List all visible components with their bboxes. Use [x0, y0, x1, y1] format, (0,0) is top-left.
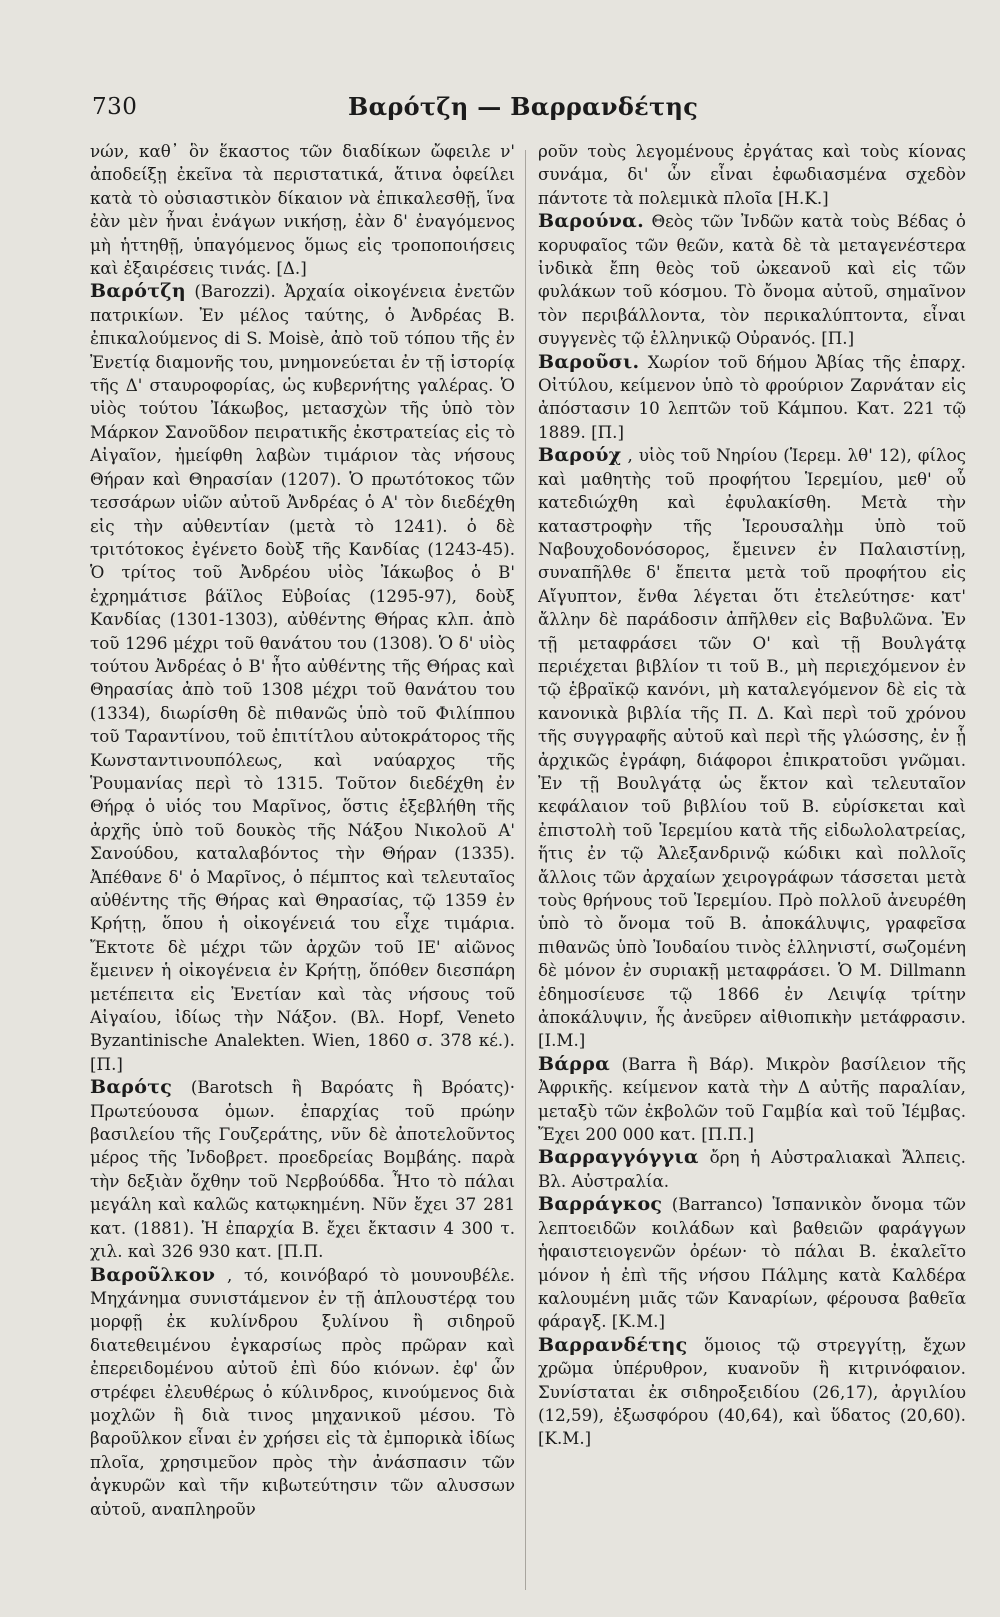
- headword: Βαρότς: [90, 1076, 173, 1099]
- headword: Βαρρανδέτης: [538, 1333, 688, 1356]
- entry-barouna: [538, 210, 966, 350]
- headword: Βαρότζη: [90, 280, 186, 303]
- headword: Βαροῦσι.: [538, 350, 640, 373]
- headword: Βαρράγκος: [538, 1193, 663, 1216]
- entry-text: (Barotsch ἢ Βαρόατς ἢ Βρόατς)· Πρωτεύουσα ὁμων. ἐπαρχίας τοῦ πρώην βασιλείου τῆς Γουζεράτης, νῦν δὲ ἀποτελοῦντος μέρος τῆς Ἰνδοβρετ. προεδρείας Βομβάης. παρὰ τὴν δεξιὰν ὄχθην τοῦ Νερβούδδα. Ἦτο τὸ πάλαι μεγάλη καὶ καλῶς κατῳκημένη. Νῦν ἔχει 37 281 κατ. (1881). Ἡ ἐπαρχία Β. ἔχει ἔκτασιν 4 300 τ. χιλ. καὶ 326 930 κατ. [Π.Π.: [90, 1077, 515, 1262]
- entry-text: (Barranco) Ἱσπανικὸν ὄνομα τῶν λεπτοειδῶν κοιλάδων καὶ βαθειῶν φαράγγων ἡφαιστειογενῶν ὀρέων· τὸ πάλαι Β. ἐκαλεῖτο μόνον ἡ ἐπὶ τῆς νήσου Πάλμης κατὰ Καλδέρα καλουμένη μιᾶς τῶν Καναρίων, φέρουσα βαθεῖα φάραγξ. [Κ.Μ.]: [538, 1194, 966, 1332]
- entry-text: ὅμοιος τῷ στρεγγίτῃ, ἔχων χρῶμα ὑπέρυθρον, κυανοῦν ἢ κιτρινόφαιον. Συνίσταται ἐκ σιδηροξειδίου (26,17), ἀργιλίου (12,59), ἐξωσφόρου (40,64), καὶ ὕδατος (20,60). [Κ.Μ.]: [538, 1334, 966, 1449]
- entry-baroulkon: [90, 1264, 515, 1521]
- headword: Βαρούνα.: [538, 210, 644, 233]
- right-column: [538, 140, 966, 1580]
- entry-text: , υἱὸς τοῦ Νηρίου (Ἱερεμ. λθ' 12), φίλος καὶ μαθητὴς τοῦ προφήτου Ἱερεμίου, μεθ' οὗ κατεδιώχθη καὶ ἐφυλακίσθη. Μετὰ τὴν καταστροφὴν τῆς Ἱερουσαλὴμ ὑπὸ τοῦ Ναβουχοδονόσορος, ἔμεινεν ἐν Παλαιστίνῃ, συναπῆλθε δ' ἔπειτα μετὰ τοῦ προφήτου εἰς Αἴγυπτον, ἔνθα λέγεται ὅτι ἐτελεύτησε· κατ' ἄλλην δὲ παράδοσιν ἀπῆλθεν εἰς Βαβυλῶνα. Ἐν τῇ μεταφράσει τῶν Ο' καὶ τῇ Βουλγάτᾳ περιέχεται βιβλίον τι τοῦ Β., μὴ περιεχόμενον ἐν τῷ ἑβραϊκῷ κανόνι, μὴ καταλεγόμενον δὲ εἰς τὰ κανονικὰ βιβλία τῆς Π. Δ. Καὶ περὶ τοῦ χρόνου τῆς συγγραφῆς αὐτοῦ καὶ περὶ τῆς γλώσσης, ἐν ᾗ ἀρχικῶς ἐγράφη, διάφοροι ἐπικρατοῦσι γνῶμαι. Ἐν τῇ Βουλγάτᾳ ὡς ἔκτον καὶ τελευταῖον κεφάλαιον τοῦ βιβλίου τοῦ Β. εὑρίσκεται καὶ ἐπιστολὴ τοῦ Ἱερεμίου κατὰ τῆς εἰδωλολατρείας, ἥτις ἐν τῷ Ἀλεξανδρινῷ κώδικι καὶ πολλοῖς ἄλλοις τῶν ἀρχαίων χειρογράφων τάσσεται μετὰ τοὺς θρήνους τοῦ Ἱερεμίου. Πρὸ πολλοῦ ἀνευρέθη ὑπὸ τὸ ὄνομα τοῦ Β. ἀποκάλυψις, γραφεῖσα πιθανῶς ὑπὸ Ἰουδαίου τινὸς ἑλληνιστί, σωζομένη δὲ μόνον ἐν συριακῇ μεταφράσει. Ὁ Μ. Dillmann ἐδημοσίευσε τῷ 1866 ἐν Λειψίᾳ τρίτην ἀποκάλυψιν, ἧς ἀνεῦρεν αἰθιοπικὴν μετάφρασιν. [Ι.Μ.]: [538, 445, 966, 1051]
- entry-barrangongia: [538, 1146, 966, 1193]
- entry-barouch: [538, 444, 966, 1053]
- headword: Βαρούχ: [538, 444, 622, 467]
- entry-text: , τό, κοινόβαρό τὸ μουνουβέλε. Μηχάνημα συνιστάμενον ἐν τῇ ἁπλουστέρᾳ του μορφῇ ἐκ κυλίνδρου ξυλίνου ἢ σιδηροῦ διατεθειμένου ἐγκαρσίως πρὸς πρῶραν καὶ ἐπερειδομένου αὐτοῦ ἐπὶ δύο κιόνων. ἐφ' ὧν στρέφει ἐλευθέρως ὁ κύλινδρος, κινούμενος διὰ μοχλῶν ἢ διὰ τινος μηχανικοῦ μέσου. Τὸ βαροῦλκον εἶναι ἐν χρήσει εἰς τὰ ἐμπορικὰ ἰδίως πλοῖα, χρησιμεῦον πρὸς τὴν ἀνάσπασιν τῶν ἀγκυρῶν καὶ τῆν κιβωτεύτησιν τῶν αλυσσων αὐτοῦ, αναπληροῦν: [90, 1264, 515, 1519]
- entry-text: Χωρίον τοῦ δήμου Ἀβίας τῆς ἐπαρχ. Οἰτύλου, κείμενον ὑπὸ τὸ φρούριον Ζαρνάταν εἰς ἀπόστασιν 10 λεπτῶν τοῦ Κάμπου. Κατ. 221 τῷ 1889. [Π.]: [538, 351, 966, 442]
- page-number: 730: [92, 94, 138, 120]
- entry-text: (Barozzi). Ἀρχαία οἰκογένεια ἐνετῶν πατρικίων. Ἐν μέλος ταύτης, ὁ Ἀνδρέας Β. ἐπικαλούμενος di S. Moisè, ἀπὸ τοῦ τόπου τῆς ἐν Ἐνετίᾳ διαμονῆς του, μνημονεύεται ἐν τῇ ἱστορίᾳ τῆς Δ' σταυροφορίας, ὡς κυβερνήτης γαλέρας. Ὁ υἱὸς τούτου Ἰάκωβος, μετασχὼν τῆς ὑπὸ τὸν Μάρκον Σανοῦδον πειρατικῆς ἐκστρατείας εἰς τὸ Αἰγαῖον, ἠμείφθη λαβὼν τιμάριον τὰς νήσους Θήραν καὶ Θηρασίαν (1207). Ὁ πρωτότοκος τῶν τεσσάρων υἱῶν αὐτοῦ Ἀνδρέας ὁ Α' τὸν διεδέχθη εἰς τὴν αὐθεντίαν (μετὰ τὸ 1241). ὁ δὲ τριτότοκος ἐγένετο δοὺξ τῆς Κανδίας (1243-45). Ὁ τρίτος τοῦ Ἀνδρέου υἱὸς Ἰάκωβος ὁ Β' ἐχρημάτισε βάϊλος Εὐβοίας (1295-97), δοὺξ Κανδίας (1301-1303), αὐθέντης Θήρας κλπ. ἀπὸ τοῦ 1296 μέχρι τοῦ θανάτου του (1308). Ὁ δ' υἱὸς τούτου Ἀνδρέας ὁ Β' ἦτο αὐθέντης τῆς Θήρας καὶ Θηρασίας ἀπὸ τοῦ 1308 μέχρι τοῦ θανάτου του (1334), διωρίσθη δὲ πιθανῶς ὑπὸ τοῦ Φιλίππου τοῦ Ταραντίνου, τοῦ ἐπιτίτλου αὐτοκράτορος τῆς Κωνσταντινουπόλεως, καὶ ναύαρχος τῆς Ῥουμανίας περὶ τὸ 1315. Τοῦτον διεδέχθη ἐν Θήρᾳ ὁ υἱός του Μαρῖνος, ὅστις ἐξεβλήθη τῆς ἀρχῆς ὑπὸ τοῦ δουκὸς τῆς Νάξου Νικολοῦ Α' Σανούδου, καταλαβόντος τὴν Θήραν (1335). Ἀπέθανε δ' ὁ Μαρῖνος, ὁ πέμπτος καὶ τελευταῖος αὐθέντης τῆς Θήρας καὶ Θηρασίας, τῷ 1359 ἐν Κρήτῃ, ὅπου ἡ οἰκογένειά του εἶχε τιμάρια. Ἔκτοτε δὲ μέχρι τῶν ἀρχῶν τοῦ ΙΕ' αἰῶνος ἔμεινεν ἡ οἰκογένεια ἐν Κρήτῃ, ὅπόθεν διεσπάρη μετέπειτα εἰς Ἐνετίαν καὶ τὰς νήσους τοῦ Αἰγαίου, ἰδίως τὴν Νάξον. (Βλ. Hopf, Veneto Byzantinische Analekten. Wien, 1860 σ. 378 κέ.). [Π.]: [90, 281, 515, 1074]
- headword: Βαροῦλκον: [90, 1263, 216, 1286]
- headword: Βαρραγγόγγια: [538, 1146, 699, 1169]
- left-column: [90, 140, 515, 1580]
- entry-text: (Barra ἢ Βάρ). Μικρὸν βασίλειον τῆς Ἀφρικῆς. κείμενον κατὰ τὴν Δ αὐτῆς παραλίαν, μεταξὺ τῶν ἐκβολῶν τοῦ Γαμβία καὶ τοῦ Ἰέμβας. Ἔχει 200 000 κατ. [Π.Π.]: [538, 1053, 966, 1145]
- running-head: Βαρότζη — Βαρρανδέτης: [348, 92, 699, 121]
- entry-barrandetis: [538, 1334, 966, 1451]
- entry-barotzi: [90, 280, 515, 1076]
- page-header: [88, 94, 710, 128]
- entry-barots: [90, 1076, 515, 1263]
- entry-text: Θεὸς τῶν Ἰνδῶν κατὰ τοὺς Βέδας ὁ κορυφαῖος τῶν θεῶν, κατὰ δὲ τὰ μεταγενέστερα ἰνδικὰ ἔπη θεὸς τοῦ ὠκεανοῦ καὶ εἰς τῶν φυλάκων τοῦ κόσμου. Τὸ ὄνομα αὐτοῦ, σημαῖνον τὸν περιβάλλοντα, τὸν περικαλύπτοντα, εἶναι συγγενὲς τῷ ἑλληνικῷ Οὐρανός. [Π.]: [538, 211, 966, 349]
- continuation-text: νών, καθ᾽ ὃν ἕκαστος τῶν διαδίκων ὤφειλε ν' ἀποδείξῃ ἐκεῖνα τὰ περιστατικά, ἅτινα ὀφείλει κατὰ τὸ οὐσιαστικὸν δίκαιον νὰ ἐπικαλεσθῇ, ἵνα ἐὰν μὲν ἦναι ἐνάγων νικήσῃ, ἐὰν δ' ἐναγόμενος μὴ ἡττηθῇ, ὑπαγόμενος ὅμως εἰς τροποποιήσεις καὶ ἐξαιρέσεις τινάς. [Δ.]: [90, 141, 515, 279]
- headword: Βάρρα: [538, 1052, 611, 1075]
- entry-text: ὄρη ἡ Αὐστραλιακαὶ Ἄλπεις. Βλ. Αὐστραλία.: [538, 1147, 966, 1191]
- entry-barousi: [538, 351, 966, 445]
- entry-barrangkos: [538, 1193, 966, 1333]
- column-divider: [525, 150, 526, 1590]
- continuation-text: ροῦν τοὺς λεγομένους ἐργάτας καὶ τοὺς κίονας συνάμα, δι' ὧν εἶναι ἐφωδιασμένα σχεδὸν πάντοτε τὰ πολεμικὰ πλοῖα [Η.Κ.]: [538, 141, 966, 208]
- entry-barra: [538, 1053, 966, 1147]
